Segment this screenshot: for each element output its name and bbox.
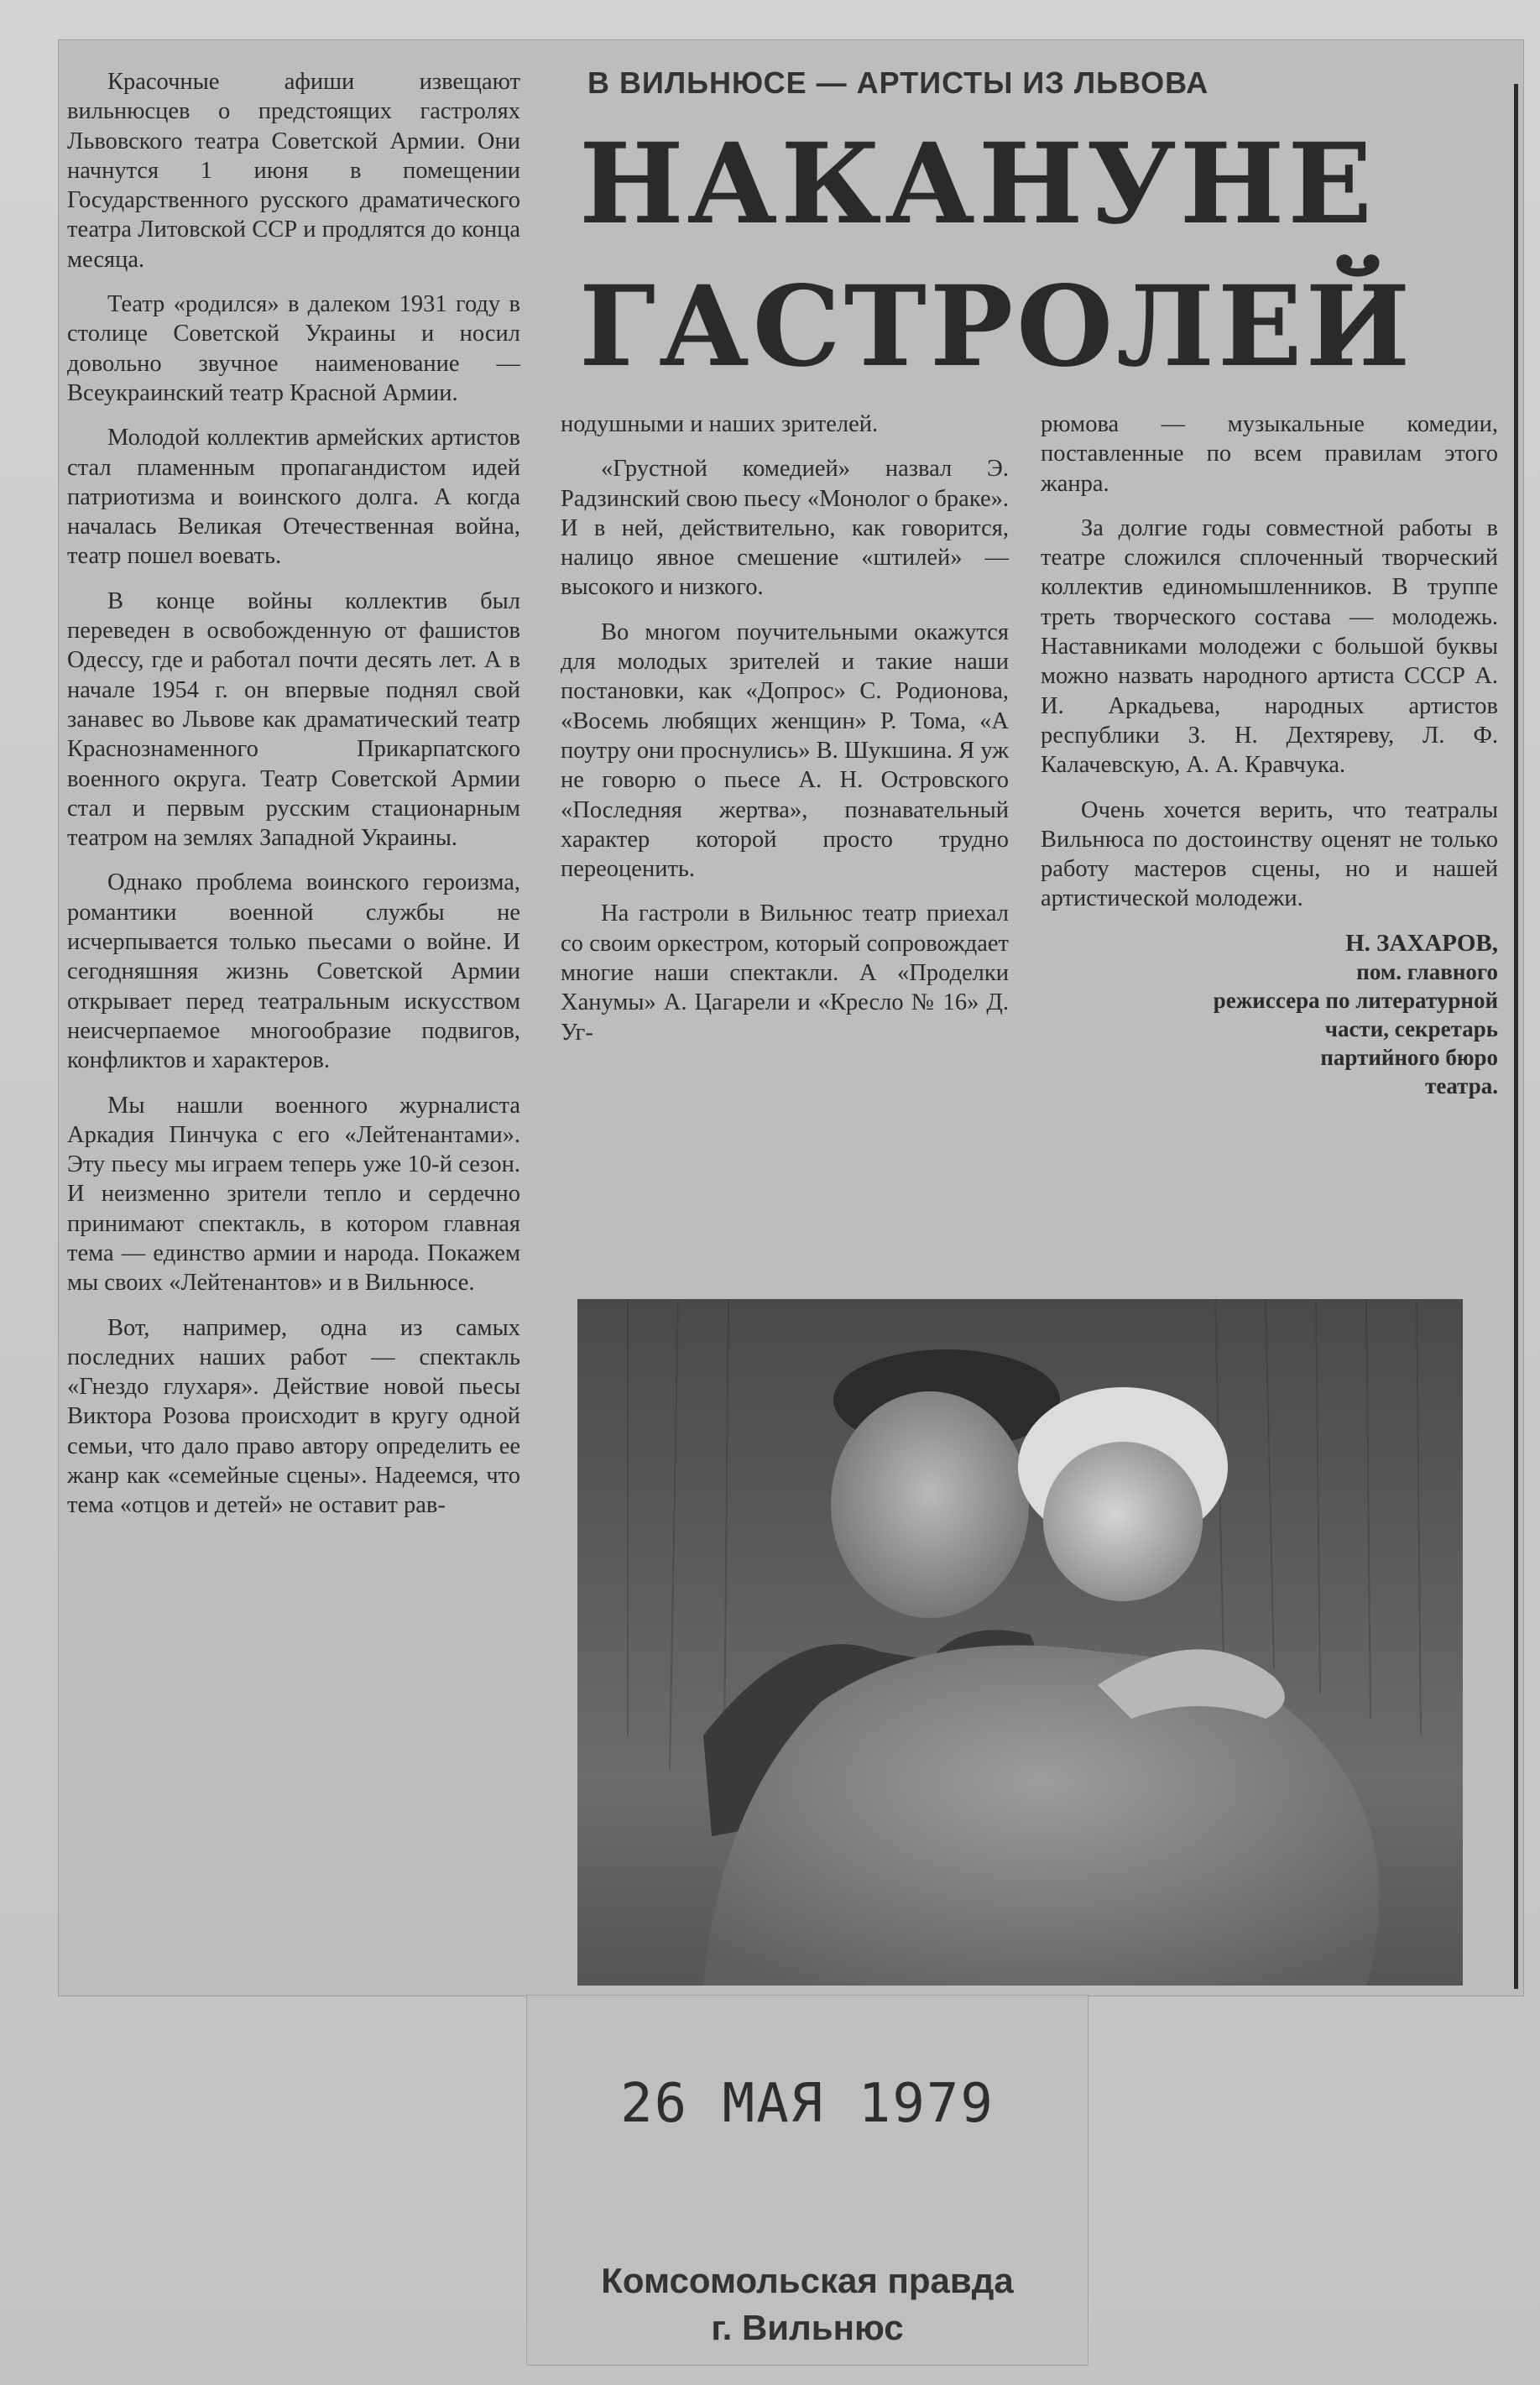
- author-title-line: части, секретарь: [1324, 1015, 1498, 1041]
- article-column-3: [1041, 410, 1498, 1100]
- paragraph: Мы нашли военного журналиста Аркадия Пинчука с его «Лейтенантами». Эту пьесу мы играем теперь уже 10-й сезон. И неизменно зрители тепло и сердечно принимают спектакль, в котором главная тема — единство армии и народа. Покажем мы своих «Лейтенантов» и в Вильнюсе.: [67, 1092, 520, 1297]
- paragraph: В конце войны коллектив был переведен в освобожденную от фашистов Одессу, где и работал почти десять лет. А в начале 1954 г. он впервые поднял свой занавес во Львове как драматический театр Краснознаменного Прикарпатского военного округа. Театр Советской Армии стал и первым русским стационарным театром на землях Западной Украины.: [67, 587, 520, 852]
- author-title-line: театра.: [1425, 1072, 1498, 1099]
- source-newspaper: Комсомольская правда: [601, 2261, 1014, 2300]
- paragraph: нодушными и наших зрителей.: [561, 411, 879, 437]
- author-signature: [1041, 929, 1498, 1100]
- article-column-2: [561, 410, 1009, 1062]
- paragraph: На гастроли в Вильнюс театр приехал со своим оркестром, который сопровождает многие наши спектакли. А «Проделки Ханумы» А. Цагарели и «Кресло № 16» Д. Уг-: [561, 900, 1009, 1046]
- author-name: Н. ЗАХАРОВ,: [1345, 929, 1498, 957]
- date-stamp: 26 МАЯ 1979: [620, 2073, 994, 2135]
- paragraph: «Грустной комедией» назвал Э. Радзинский свою пьесу «Монолог о браке». И в ней, действительно, как говорится, налицо явное смешение «штилей» — высокого и низкого.: [561, 456, 1009, 601]
- paragraph: рюмова — музыкальные комедии, поставленные по всем правилам этого жанра.: [1041, 411, 1498, 497]
- author-title-line: режиссера по литературной: [1213, 987, 1498, 1013]
- paragraph: Во многом поучительными окажутся для молодых зрителей и такие наши постановки, как «Допрос» С. Родионова, «Восемь любящих женщин» Р. Тома, «А поутру они проснулись» В. Шукшина. Я уж не говорю о пьесе А. Н. Островского «Последняя жертва», познавательный характер которой просто трудно переоценить.: [561, 618, 1009, 883]
- source-city: г. Вильнюс: [711, 2308, 904, 2347]
- paragraph: Вот, например, одна из самых последних наших работ — спектакль «Гнездо глухаря». Действие новой пьесы Виктора Розова происходит в кругу одной семьи, что дало право автору определить ее жанр как «семейные сцены». Надеемся, что тема «отцов и детей» не оставит рав-: [67, 1314, 520, 1519]
- article-kicker: В ВИЛЬНЮСЕ — АРТИСТЫ ИЗ ЛЬВОВА: [587, 65, 1209, 100]
- paragraph: Молодой коллектив армейских артистов стал пламенным пропагандистом идей патриотизма и воинского долга. А когда началась Великая Отечественная война, театр пошел воевать.: [67, 425, 520, 570]
- photo-illustration: [577, 1299, 1463, 1986]
- article-column-1: [67, 67, 520, 1536]
- column-rule: [1514, 84, 1518, 1989]
- paragraph: Театр «родился» в далеком 1931 году в столице Советской Украины и носил довольно звучное наименование — Всеукраинский театр Красной Армии.: [67, 291, 520, 406]
- paragraph: Однако проблема воинского героизма, романтики военной службы не исчерпывается только пьесами о войне. И сегодняшняя жизнь Советской Армии открывает перед театральным искусством неисчерпаемое многообразие подвигов, конфликтов и характеров.: [67, 869, 520, 1074]
- paragraph: Красочные афиши извещают вильнюсцев о предстоящих гастролях Львовского театра Советской Армии. Они начнутся 1 июня в помещении Государственного русского драматического театра Литовской ССР и продлятся до конца месяца.: [67, 69, 520, 273]
- paragraph: Очень хочется верить, что театралы Вильнюса по достоинству оценят не только работу мастеров сцены, но и нашей артистической молодежи.: [1041, 796, 1498, 912]
- source-stamp: [527, 2257, 1088, 2351]
- author-title-line: пом. главного: [1356, 958, 1498, 984]
- paragraph: За долгие годы совместной работы в театре сложился сплоченный творческий коллектив единомышленников. В труппе треть творческого состава — молодежь. Наставниками молодежи с большой буквы можно назвать народного артиста СССР А. И. Аркадьева, народных артистов республики З. Н. Дехтяреву, Л. Ф. Калачевскую, А. А. Кравчука.: [1041, 514, 1498, 779]
- article-headline: [579, 113, 1414, 399]
- headline-line-2: ГАСТРОЛЕЙ: [579, 262, 1414, 392]
- actors-photo: [577, 1299, 1463, 1986]
- author-title-line: партийного бюро: [1320, 1044, 1498, 1070]
- headline-line-1: НАКАНУНЕ: [579, 119, 1376, 249]
